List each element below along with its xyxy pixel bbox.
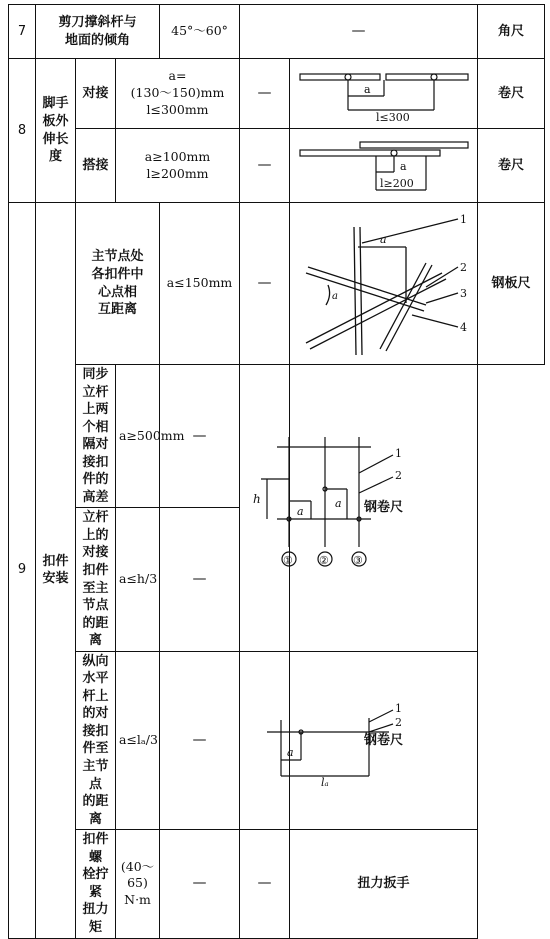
butt-joint-diagram: [290, 59, 478, 129]
tool-name: 钢卷尺: [290, 651, 478, 829]
tolerance-dash: —: [240, 203, 290, 365]
allowed-value: a≤150mm: [160, 203, 240, 365]
tool-name: 卷尺: [478, 129, 545, 203]
tool-name: 钢卷尺: [290, 365, 478, 652]
row-number: 9: [9, 203, 36, 939]
dim-la-label: lₐ: [321, 776, 329, 789]
callout-4: 4: [459, 320, 467, 334]
tool-name: 扭力扳手: [290, 830, 478, 938]
item-name: 脚手 板外 伸长 度: [36, 59, 76, 203]
dim-h-label: h: [253, 491, 261, 506]
table-row: [9, 651, 545, 829]
lap-joint-diagram: [290, 129, 478, 203]
table-row: [9, 59, 545, 129]
table-row: [9, 5, 545, 59]
allowed-value: a= (130～150)mm l≤300mm: [116, 59, 240, 129]
axis-1-label: ①: [283, 553, 293, 567]
lap-joint-svg: [296, 134, 472, 198]
allowed-value: a≤lₐ/3: [116, 651, 160, 829]
row-number: 7: [9, 5, 36, 59]
allowed-value: a≥500mm: [116, 365, 160, 508]
angle-label: a: [331, 290, 338, 302]
tool-name: 卷尺: [478, 59, 545, 129]
sub-item-name: 同步立杆 上两个相 隔对接扣 件的高差: [76, 365, 116, 508]
tool-name: 钢板尺: [478, 203, 545, 365]
sub-item-name: 纵向水平 杆上的对 接扣件至 主节点 的距离: [76, 651, 116, 829]
dim-a-label: a: [287, 746, 294, 760]
sub-item-name: 主节点处 各扣件中 心点相 互距离: [76, 203, 160, 365]
dim-l-label: l≤300: [375, 110, 410, 124]
dim-a-label: a: [399, 159, 407, 173]
tool-name: 角尺: [478, 5, 545, 59]
callout-2: 2: [395, 468, 403, 482]
dim-a-lower-label: a: [297, 504, 304, 518]
tolerance-dash: —: [160, 830, 240, 938]
row-number: 8: [9, 59, 36, 203]
sub-item-name: 立杆上的 对接扣件 至主节点 的距离: [76, 508, 116, 651]
table-row: [9, 365, 545, 508]
main-node-svg: [296, 209, 472, 359]
dim-a-label: a: [379, 232, 387, 246]
main-node-diagram: [290, 203, 478, 365]
sub-item-name: 搭接: [76, 129, 116, 203]
tolerance-dash: —: [160, 651, 240, 829]
figure-dash: —: [240, 5, 478, 59]
dim-a-upper-label: a: [335, 496, 342, 510]
item-name: 剪刀撑斜杆与 地面的倾角: [36, 5, 160, 59]
callout-3: 3: [459, 286, 467, 300]
callout-1: 1: [395, 702, 403, 716]
figure-dash: —: [240, 830, 290, 938]
tolerance-dash: —: [240, 59, 290, 129]
axis-3-label: ③: [353, 553, 363, 567]
table-row: [9, 830, 545, 938]
tolerance-dash: —: [240, 129, 290, 203]
allowed-value: (40～65) N·m: [116, 830, 160, 938]
sub-item-name: 扣件螺 栓拧紧 扭力矩: [76, 830, 116, 938]
callout-1: 1: [459, 212, 467, 226]
butt-joint-svg: [296, 64, 472, 124]
callout-2: 2: [459, 260, 467, 274]
table-row: [9, 203, 545, 365]
allowed-value: a≥100mm l≥200mm: [116, 129, 240, 203]
item-name: 扣件 安装: [36, 203, 76, 939]
table-row: [9, 129, 545, 203]
sub-item-name: 对接: [76, 59, 116, 129]
dim-a-label: a: [363, 82, 371, 96]
callout-1: 1: [395, 446, 403, 460]
axis-2-label: ②: [319, 553, 329, 567]
callout-2: 2: [395, 716, 403, 730]
inspection-table: [8, 4, 545, 939]
dim-l-label: l≥200: [379, 176, 414, 190]
tolerance-dash: —: [160, 508, 240, 651]
allowed-value: a≤h/3: [116, 508, 160, 651]
allowed-value: 45°～60°: [160, 5, 240, 59]
tolerance-dash: —: [160, 365, 240, 508]
